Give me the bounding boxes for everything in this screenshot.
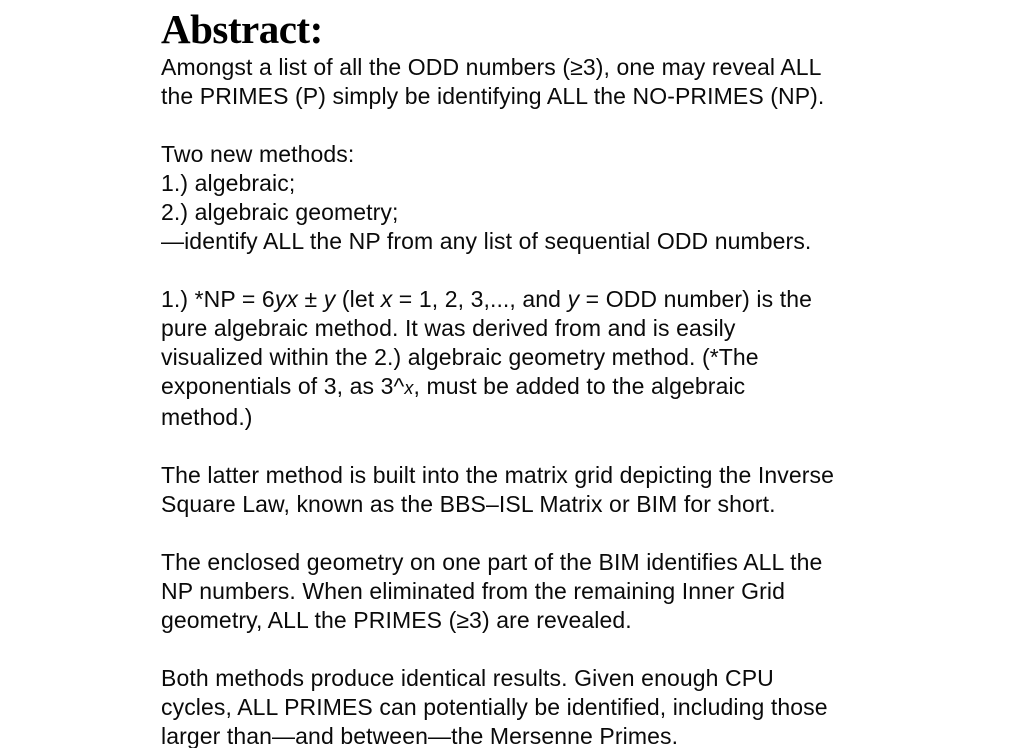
math-variable: x	[380, 286, 393, 312]
formula-text: exponentials of 3, as 3^	[161, 373, 405, 399]
text-line: geometry, ALL the PRIMES (≥3) are revealed.	[161, 607, 632, 633]
text-line: cycles, ALL PRIMES can potentially be identified, including those	[161, 694, 828, 720]
formula-text: , must be added to the algebraic	[413, 373, 746, 399]
paragraph-bim	[161, 461, 871, 519]
text-line: 1.) algebraic;	[161, 170, 296, 196]
text-line	[161, 285, 871, 314]
formula-text: = ODD number) is the	[579, 286, 813, 312]
math-exponent-variable: x	[404, 378, 414, 398]
text-line: method.)	[161, 404, 253, 430]
text-line: Two new methods:	[161, 141, 355, 167]
math-variable: y	[323, 286, 336, 312]
text-line: larger than—and between—the Mersenne Primes.	[161, 723, 679, 748]
formula-text: = 1, 2, 3,..., and	[392, 286, 568, 312]
formula-text: (let	[335, 286, 381, 312]
text-line: NP numbers. When eliminated from the remaining Inner Grid	[161, 578, 785, 604]
text-line: visualized within the 2.) algebraic geometry method. (*The	[161, 344, 759, 370]
formula-text: 1.) *NP = 6	[161, 286, 275, 312]
paragraph-conclusion	[161, 664, 871, 748]
text-line	[161, 372, 871, 403]
text-line: the PRIMES (P) simply be identifying ALL the NO-PRIMES (NP).	[161, 83, 825, 109]
math-variable: yx	[274, 286, 299, 312]
text-line: The enclosed geometry on one part of the BIM identifies ALL the	[161, 549, 823, 575]
paragraph-algebraic-method	[161, 285, 871, 432]
paragraph-methods-list	[161, 140, 871, 256]
math-variable: y	[567, 286, 580, 312]
paragraph-enclosed-geometry	[161, 548, 871, 635]
paragraph-intro	[161, 53, 871, 111]
formula-text: ±	[298, 286, 324, 312]
text-line: The latter method is built into the matrix grid depicting the Inverse	[161, 462, 834, 488]
abstract-content	[161, 6, 871, 748]
abstract-heading: Abstract:	[161, 6, 323, 52]
text-line: pure algebraic method. It was derived from and is easily	[161, 315, 736, 341]
text-line: Both methods produce identical results. Given enough CPU	[161, 665, 774, 691]
text-line: Square Law, known as the BBS–ISL Matrix or BIM for short.	[161, 491, 776, 517]
text-line: —identify ALL the NP from any list of sequential ODD numbers.	[161, 228, 812, 254]
text-line: 2.) algebraic geometry;	[161, 199, 399, 225]
text-line: Amongst a list of all the ODD numbers (≥3), one may reveal ALL	[161, 54, 822, 80]
